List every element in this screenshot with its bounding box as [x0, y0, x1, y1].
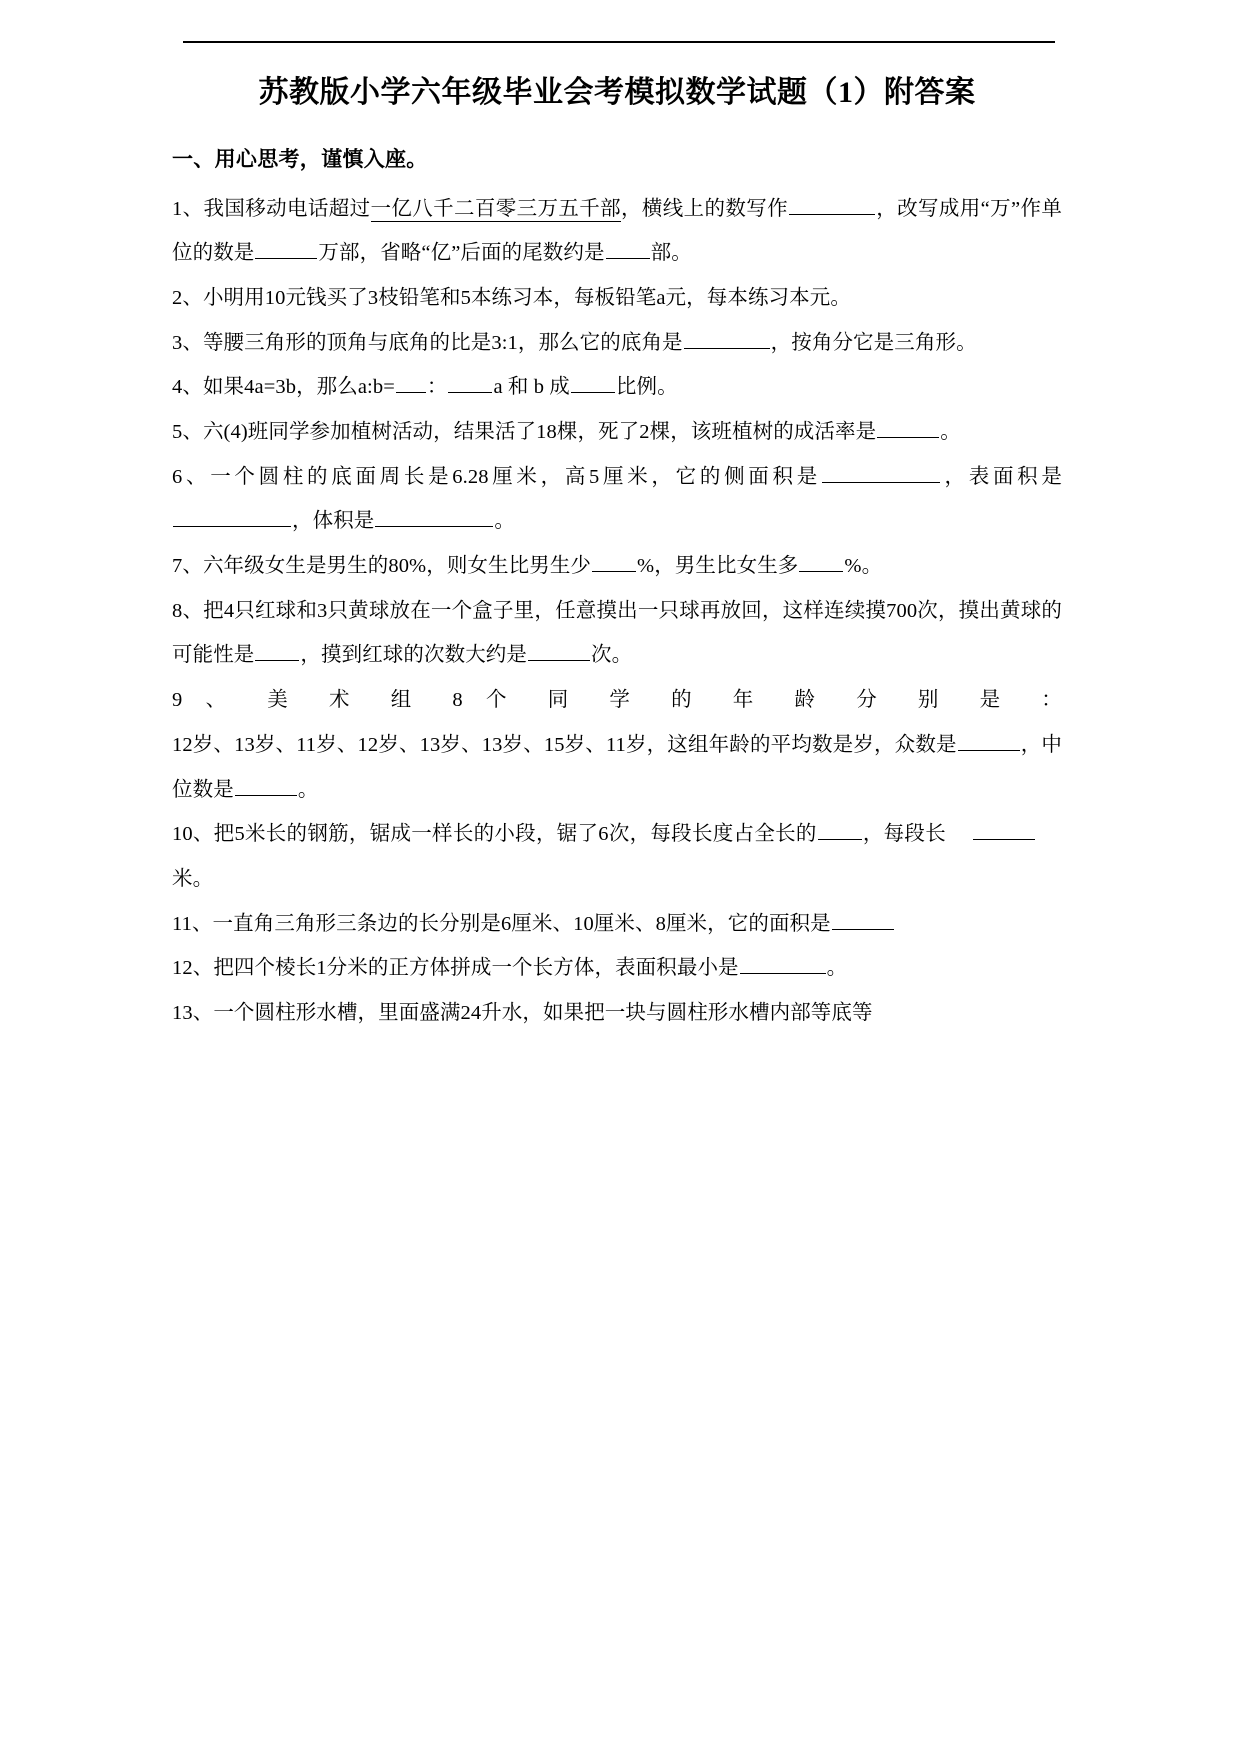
question-8-text-b: 700次，摸出黄球的可能性是: [172, 599, 1063, 667]
question-11-text-a: 一直角三角形三条边的长分别是6厘米、10厘米、8厘米，它的面积是: [212, 912, 831, 935]
question-12-number: 12、: [172, 957, 214, 980]
question-13-number: 13、: [172, 1001, 214, 1024]
question-4-text-a: 如果4a=3b，那么a:b=: [202, 376, 395, 399]
question-10-text-b: ，每: [862, 823, 905, 846]
question-10-text-c: 段长: [904, 823, 946, 846]
question-9-text-c: 岁，众数是: [853, 733, 957, 756]
question-10-number: 10、: [172, 823, 214, 846]
question-1-text-f: 部。: [650, 242, 692, 265]
question-7-text-c: %。: [844, 555, 883, 578]
question-13-text-a: 一个圆柱形水槽，里面盛满24升水，如果把一块与圆柱形水槽内部等底等: [213, 1001, 873, 1024]
question-9-blank-1[interactable]: [958, 728, 1020, 751]
question-5-text-c: 。: [940, 421, 961, 444]
question-8-blank-2[interactable]: [528, 639, 590, 662]
question-12-text-b: 。: [826, 957, 848, 980]
question-4-text-b: ：: [426, 376, 448, 399]
question-9-text-e: 。: [297, 778, 319, 801]
question-10-blank-2[interactable]: [973, 818, 1035, 841]
question-10-blank-1[interactable]: [818, 818, 862, 841]
question-9-blank-2[interactable]: [235, 773, 297, 796]
question-7-number: 7、: [172, 555, 203, 578]
question-4-blank-3[interactable]: [571, 371, 615, 394]
question-12: [172, 946, 1062, 991]
header-rule: [183, 41, 1055, 43]
question-10: [172, 812, 1062, 901]
question-1-text-c: ，: [876, 197, 898, 220]
question-7-blank-1[interactable]: [592, 550, 636, 573]
question-1: [172, 187, 1062, 276]
question-8-text-a: 把4只红球和3只黄球放在一个盒子里，任意摸出一只球再放回，这样连续摸: [203, 599, 887, 622]
question-3-text-c: 三角形。: [894, 331, 977, 354]
question-8-text-c: ，摸到红球的次数大约是: [300, 644, 528, 667]
question-1-blank-1[interactable]: [789, 192, 875, 215]
question-12-blank-1[interactable]: [740, 952, 826, 975]
question-4-blank-2[interactable]: [448, 371, 492, 394]
question-4: [172, 365, 1062, 410]
question-4-text-d: 比例。: [615, 376, 678, 399]
question-6-number: 6、: [172, 465, 211, 488]
question-11-number: 11、: [172, 912, 213, 935]
question-3: [172, 321, 1062, 366]
question-3-text-b: ，按角分它是: [770, 331, 895, 354]
question-6-text-a: 一个圆柱的底面周长是6.28厘米，高5厘米，它的侧面积是: [210, 465, 821, 488]
question-12-text-a: 把四个棱长1分米的正方体拼成一个长方体，表面积最小是: [213, 957, 739, 980]
question-1-text-e: 万部，省略“亿”后面的尾数约是: [318, 242, 605, 265]
question-2-text-b: 元。: [809, 286, 851, 309]
question-8: [172, 589, 1062, 678]
question-7-text-b: %，男生比女生多: [637, 555, 799, 578]
question-2-number: 2、: [172, 286, 203, 309]
question-5: [172, 410, 1062, 455]
question-1-number: 1、: [172, 197, 204, 220]
question-6-blank-2[interactable]: [173, 505, 291, 528]
question-1-text-a: 我国移动电话超过: [203, 197, 371, 220]
question-4-blank-1[interactable]: [396, 371, 426, 394]
question-6-blank-1[interactable]: [822, 460, 940, 483]
question-3-number: 3、: [172, 331, 203, 354]
question-10-text-d: 米。: [172, 867, 214, 890]
page-title: 苏教版小学六年级毕业会考模拟数学试题（1）附答案: [258, 76, 976, 109]
question-6-text-c: 面积是: [992, 465, 1062, 488]
question-5-text-b: 是: [855, 421, 877, 444]
question-5-text-a: 六(4)班同学参加植树活动，结果活了18棵，死了2棵，该班植树的成活率: [202, 421, 856, 444]
question-6-text-b: ，表: [940, 465, 993, 488]
question-2-text-a: 小明用10元钱买了3枝铅笔和5本练习本，每板铅笔a元，每本练习本: [202, 286, 810, 309]
question-1-blank-2[interactable]: [255, 237, 317, 260]
question-4-text-c: a 和 b 成: [493, 376, 570, 399]
question-3-text-a: 等腰三角形的顶角与底角的比是3:1，那么它的底角是: [202, 331, 683, 354]
question-6: [172, 455, 1062, 544]
question-1-underlined-number: 一亿八千二百零三万五千部: [370, 197, 621, 220]
question-9-text-d: ，中位数是: [172, 733, 1063, 801]
question-3-blank-1[interactable]: [684, 326, 770, 349]
question-8-text-d: 次。: [591, 644, 633, 667]
question-8-number: 8、: [172, 599, 204, 622]
question-9-line-1: 9 、 美 术 组 8 个 同 学 的 年 龄 分 别 是 ：: [172, 689, 1062, 712]
question-11-blank-1[interactable]: [832, 907, 894, 930]
question-11: [172, 902, 1062, 947]
question-8-blank-1[interactable]: [255, 639, 299, 662]
question-6-blank-3[interactable]: [375, 505, 493, 528]
question-1-text-b: ，横线上的数写作: [621, 197, 788, 220]
question-5-blank-1[interactable]: [877, 416, 939, 439]
question-7: [172, 544, 1062, 589]
question-13: [172, 991, 1062, 1036]
question-9: [172, 678, 1062, 812]
section-heading-one: 一、用心思考，谨慎入座。: [172, 147, 428, 171]
question-10-text-a: 把5米长的钢筋，锯成一样长的小段，锯了6次，每段长度占全长的: [213, 823, 817, 846]
question-6-text-e: 。: [494, 510, 516, 533]
question-7-text-a: 六年级女生是男生的80%，则女生比男生少: [202, 555, 592, 578]
question-1-blank-3[interactable]: [606, 237, 650, 260]
question-2: [172, 276, 1062, 321]
document-content: [172, 62, 1062, 1036]
question-7-blank-2[interactable]: [799, 550, 843, 573]
question-9-text-b: 12岁、13岁、11岁、12岁、13岁、13岁、15岁、11岁，这组年龄的平均数是: [172, 733, 854, 756]
question-1-text-d: 改写成用“万”作单位的数是: [172, 197, 1062, 265]
question-6-text-d: ，体积是: [292, 510, 375, 533]
question-4-number: 4、: [172, 376, 203, 399]
question-5-number: 5、: [172, 421, 203, 444]
